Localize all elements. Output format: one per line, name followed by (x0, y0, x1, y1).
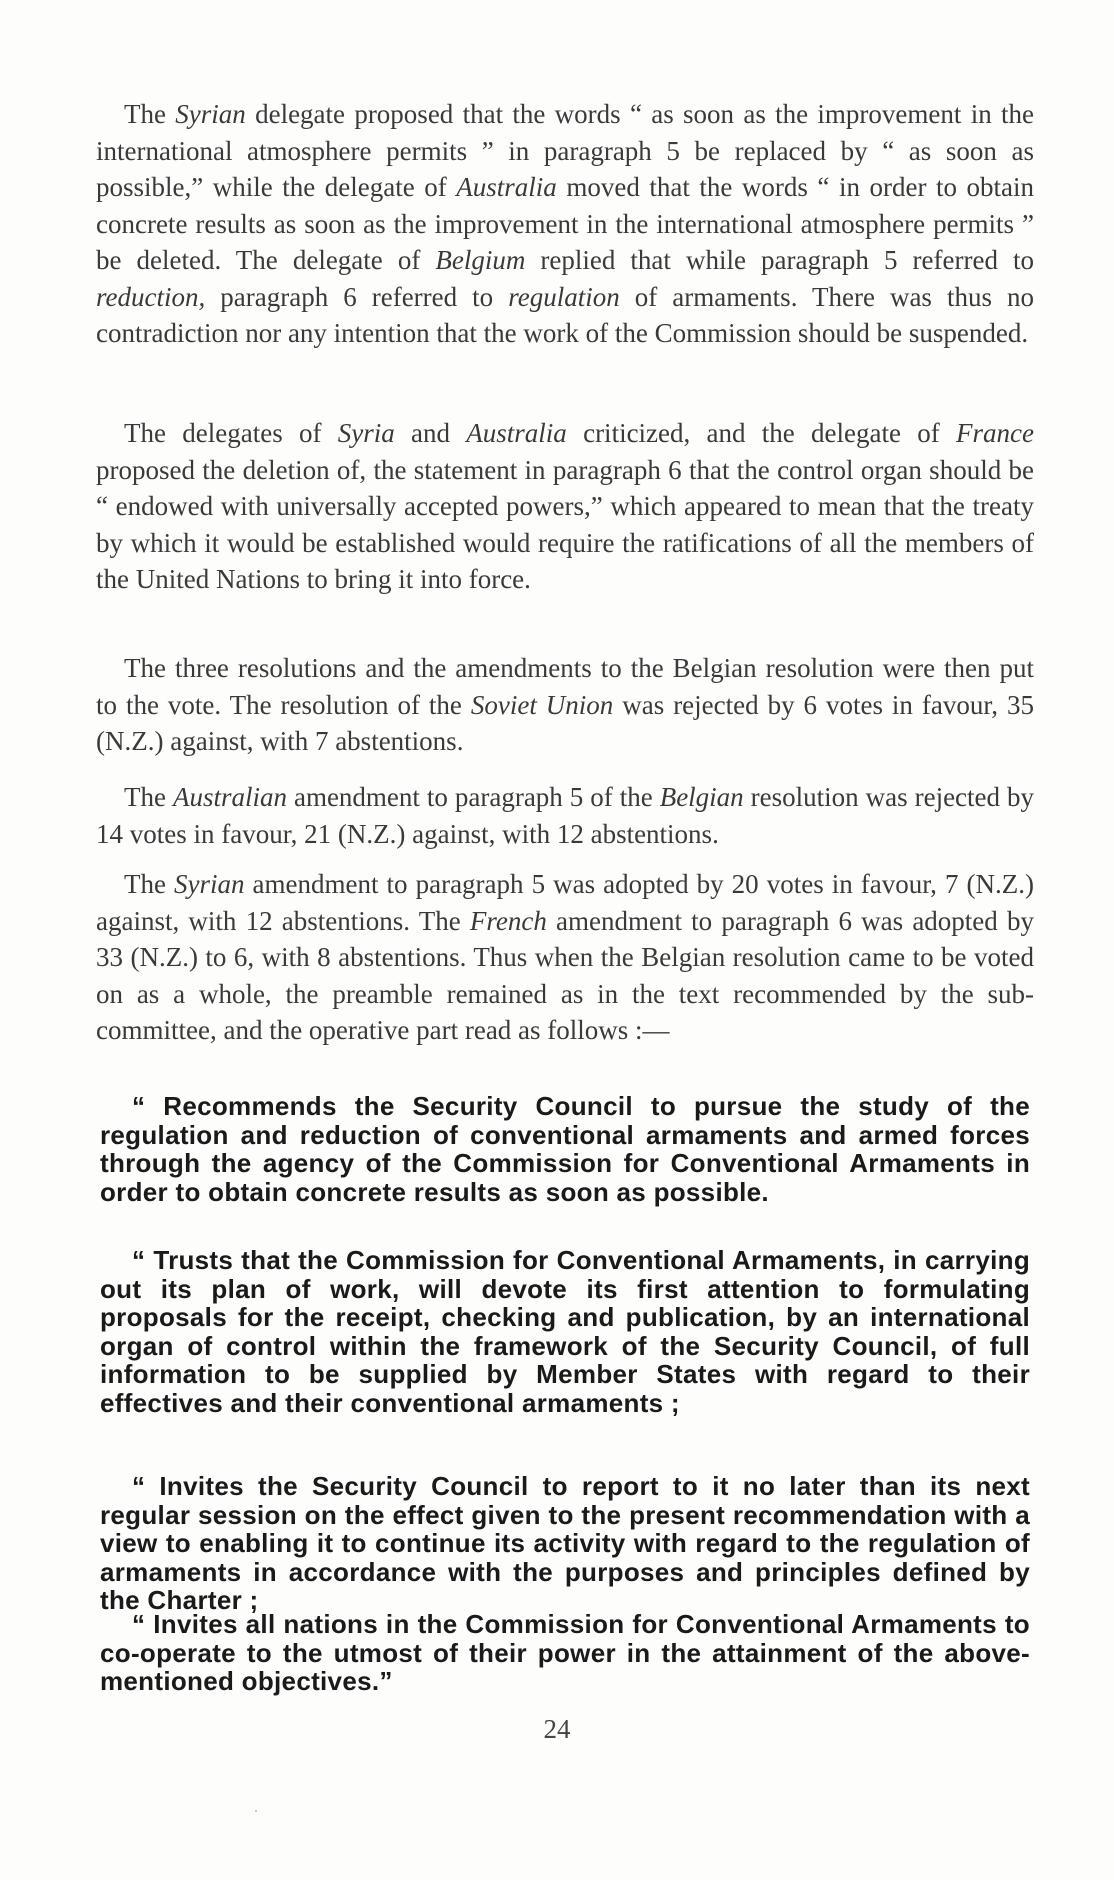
italic-term: regulation (508, 281, 620, 312)
italic-term: Syrian (174, 869, 245, 899)
italic-term: French (469, 905, 547, 936)
quote-recommends: “ Recommends the Security Council to pursue the study of the regulation and reduction of conventional armaments and armed forces through the agency of the Commission for Conventional Armaments in order to obtain concrete results as soon as possible. (100, 1091, 1030, 1207)
italic-term: Belgian (659, 782, 744, 812)
italic-term: France (956, 418, 1035, 448)
paragraph-vote-syrian-french: The Syrian amendment to paragraph 5 was adopted by 20 votes in favour, 7 (N.Z.) against, with 12 abstentions. The French amendment to paragraph 6 was adopted by 33 (N.Z.) to 6, with 8 abstentions. Thus when the Belgian resolution came to be voted on as a whole, the preamble remained as in the text recommended by the sub-committee, and the operative part read as follows :— (96, 869, 1034, 1045)
paragraph-vote-australian: The Australian amendment to paragraph 5 of the Belgian resolution was rejected by 14 votes in favour, 21 (N.Z.) against, with 12 abstentions. (96, 782, 1035, 849)
italic-term: Australia (466, 418, 567, 448)
page-number: 24 (543, 1714, 571, 1744)
italic-term: Australian (172, 782, 287, 812)
italic-term: Belgium (435, 245, 526, 275)
quote-trusts: “ Trusts that the Commission for Conventional Armaments, in carrying out its plan of work, will devote its first attention to formulating proposals for the receipt, checking and publication, by an international organ of control within the framework of the Security Council, of full information to be supplied by Member States with regard to their effectives and their conventional armaments ; (100, 1245, 1030, 1418)
paragraph-control-organ: The delegates of Syria and Australia criticized, and the delegate of France proposed the deletion of, the statement in paragraph 6 that the control organ should be “ endowed with universally accepted powers,” which appeared to mean that the treaty by which it would be established would require the ratifications of all the members of the United Nations to bring it into force. (96, 418, 1035, 594)
quote-invites-council: “ Invites the Security Council to report to it no later than its next regular session on the effect given to the present recommendation with a view to enabling it to continue its activity with regard to the regulation of armaments in accordance with the purposes and principles defined by the Charter ; (100, 1471, 1030, 1616)
paragraph-vote-soviet: The three resolutions and the amendments to the Belgian resolution were then put to the vote. The resolution of the Soviet Union was rejected by 6 votes in favour, 35 (N.Z.) against, with 7 abstentions. (96, 653, 1034, 756)
paragraph-syrian-proposal: The Syrian delegate proposed that the words “ as soon as the improvement in the international atmosphere permits ” in paragraph 5 be replaced by “ as soon as possible,” while the delegate of Australia moved that the words “ in order to obtain concrete results as soon as the improvement in the international atmosphere permits ” be deleted. The delegate of Belgium replied that while paragraph 5 referred to reduction, paragraph 6 referred to regulation of armaments. There was thus no contradiction nor any intention that the work of the Commission should be suspended. (96, 99, 1035, 348)
italic-term: Australia (456, 172, 557, 202)
italic-term: reduction, (96, 281, 206, 312)
italic-term: Syrian (175, 99, 246, 129)
italic-term: Syria (337, 418, 395, 448)
quote-invites-nations: “ Invites all nations in the Commission for Conventional Armaments to co-operate to the utmost of their power in the attainment of the above-mentioned objectives.” (100, 1609, 1030, 1697)
italic-term: Soviet Union (470, 689, 614, 720)
scan-speck (255, 1810, 257, 1812)
